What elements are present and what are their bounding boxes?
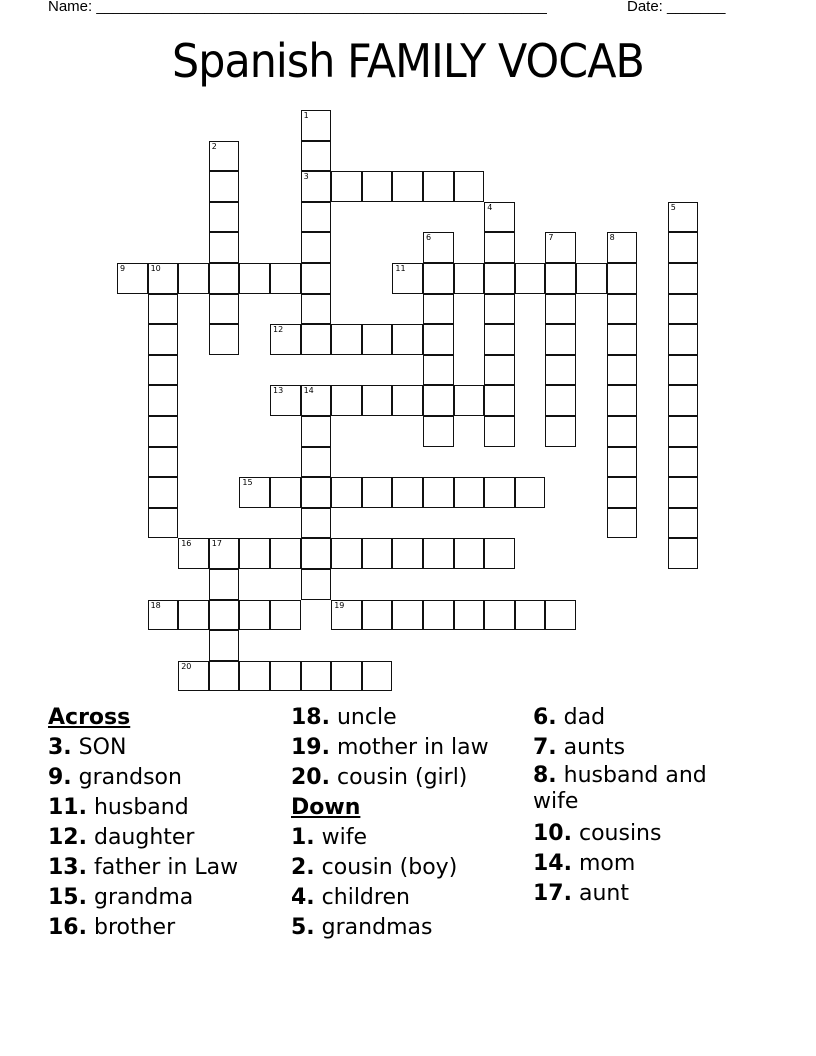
clue-text: mom [571, 851, 636, 876]
grid-cell[interactable] [392, 477, 423, 508]
grid-cell[interactable] [331, 477, 362, 508]
clue-down-2 [291, 853, 531, 883]
clue-text: SON [71, 735, 127, 760]
cell-number: 11 [395, 264, 406, 273]
grid-cell[interactable] [148, 508, 179, 539]
grid-cell[interactable] [484, 324, 515, 355]
grid-cell[interactable] [270, 538, 301, 569]
date-field-label[interactable]: Date: _______ [627, 0, 726, 15]
grid-cell[interactable] [148, 600, 179, 631]
grid-cell[interactable] [148, 385, 179, 416]
grid-cell[interactable] [607, 232, 638, 263]
grid-cell[interactable] [209, 202, 240, 233]
clue-across-11 [48, 793, 288, 823]
clue-down-4 [291, 883, 531, 913]
grid-cell[interactable] [392, 538, 423, 569]
clue-number: 9. [48, 765, 72, 790]
grid-cell[interactable] [301, 477, 332, 508]
clues-column-3 [533, 703, 743, 909]
grid-cell[interactable] [545, 385, 576, 416]
grid-cell[interactable] [117, 263, 148, 294]
grid-cell[interactable] [392, 171, 423, 202]
clue-number: 12. [48, 825, 87, 850]
grid-cell[interactable] [362, 324, 393, 355]
grid-cell[interactable] [392, 263, 423, 294]
clue-text: aunts [556, 735, 626, 760]
grid-cell[interactable] [545, 294, 576, 325]
clue-text: aunt [571, 881, 629, 906]
grid-cell[interactable] [331, 171, 362, 202]
cell-number: 13 [273, 386, 284, 396]
grid-cell[interactable] [484, 355, 515, 386]
clue-number: 10. [533, 821, 572, 846]
grid-cell[interactable] [301, 447, 332, 478]
grid-cell[interactable] [239, 538, 270, 569]
grid-cell[interactable] [362, 477, 393, 508]
grid-cell[interactable] [668, 294, 699, 325]
grid-cell[interactable] [331, 661, 362, 692]
grid-cell[interactable] [668, 232, 699, 263]
grid-cell[interactable] [484, 232, 515, 263]
cell-number: 6 [426, 233, 432, 243]
clue-number: 4. [291, 885, 315, 910]
clue-across-12 [48, 823, 288, 853]
grid-cell[interactable] [454, 477, 485, 508]
grid-cell[interactable] [607, 324, 638, 355]
grid-cell[interactable] [301, 202, 332, 233]
grid-cell[interactable] [423, 263, 454, 294]
cell-number: 10 [150, 264, 161, 273]
grid-cell[interactable] [209, 569, 240, 600]
grid-cell[interactable] [423, 324, 454, 355]
grid-cell[interactable] [607, 416, 638, 447]
grid-cell[interactable] [301, 661, 332, 692]
grid-cell[interactable] [148, 416, 179, 447]
grid-cell[interactable] [178, 661, 209, 692]
grid-cell[interactable] [301, 508, 332, 539]
grid-cell[interactable] [301, 232, 332, 263]
clue-text: father in Law [86, 855, 239, 880]
grid-cell[interactable] [484, 416, 515, 447]
grid-cell[interactable] [668, 447, 699, 478]
cell-number: 18 [150, 600, 161, 610]
grid-cell[interactable] [607, 263, 638, 294]
clue-text: dad [556, 705, 606, 730]
clue-number: 18. [291, 705, 330, 730]
grid-cell[interactable] [331, 324, 362, 355]
grid-cell[interactable] [545, 600, 576, 631]
grid-cell[interactable] [515, 263, 546, 294]
clue-number: 17. [533, 881, 572, 906]
grid-cell[interactable] [331, 538, 362, 569]
grid-cell[interactable] [668, 202, 699, 233]
grid-cell[interactable] [515, 477, 546, 508]
grid-cell[interactable] [607, 355, 638, 386]
cell-number: 3 [303, 172, 309, 182]
cell-number: 5 [670, 202, 676, 212]
grid-cell[interactable] [178, 263, 209, 294]
grid-cell[interactable] [423, 538, 454, 569]
grid-cell[interactable] [576, 263, 607, 294]
page-title: Spanish FAMILY VOCAB [172, 34, 644, 88]
clue-down-7 [533, 733, 743, 763]
grid-cell[interactable] [392, 324, 423, 355]
grid-cell[interactable] [454, 263, 485, 294]
grid-cell[interactable] [484, 294, 515, 325]
grid-cell[interactable] [668, 263, 699, 294]
grid-cell[interactable] [392, 600, 423, 631]
cell-number: 15 [242, 478, 253, 488]
cell-number: 17 [211, 539, 222, 549]
grid-cell[interactable] [301, 171, 332, 202]
clue-across-18 [291, 703, 531, 733]
clue-number: 14. [533, 851, 572, 876]
grid-cell[interactable] [607, 294, 638, 325]
grid-cell[interactable] [545, 416, 576, 447]
grid-cell[interactable] [178, 600, 209, 631]
grid-cell[interactable] [423, 294, 454, 325]
clue-text: wife [314, 825, 368, 850]
grid-cell[interactable] [454, 171, 485, 202]
grid-cell[interactable] [209, 600, 240, 631]
grid-cell[interactable] [545, 324, 576, 355]
grid-cell[interactable] [178, 538, 209, 569]
grid-cell[interactable] [239, 661, 270, 692]
grid-cell[interactable] [668, 416, 699, 447]
clue-number: 5. [291, 915, 315, 940]
grid-cell[interactable] [668, 538, 699, 569]
clues-column-2 [291, 703, 531, 943]
clue-number: 1. [291, 825, 315, 850]
grid-cell[interactable] [301, 324, 332, 355]
clue-number: 8. [533, 763, 557, 788]
grid-cell[interactable] [148, 294, 179, 325]
cell-number: 14 [303, 386, 314, 396]
clue-text: cousins [571, 821, 662, 846]
grid-cell[interactable] [331, 600, 362, 631]
grid-cell[interactable] [668, 477, 699, 508]
grid-cell[interactable] [423, 385, 454, 416]
grid-cell[interactable] [270, 385, 301, 416]
clue-text: uncle [329, 705, 397, 730]
grid-cell[interactable] [148, 263, 179, 294]
grid-cell[interactable] [607, 477, 638, 508]
clue-number: 16. [48, 915, 87, 940]
name-field-label[interactable]: Name: ______________________________________________________ [48, 0, 547, 15]
grid-cell[interactable] [668, 324, 699, 355]
grid-cell[interactable] [484, 263, 515, 294]
grid-cell[interactable] [209, 661, 240, 692]
grid-cell[interactable] [484, 538, 515, 569]
grid-cell[interactable] [148, 477, 179, 508]
clue-across-3 [48, 733, 288, 763]
grid-cell[interactable] [148, 324, 179, 355]
grid-cell[interactable] [484, 202, 515, 233]
clue-number: 13. [48, 855, 87, 880]
clue-across-20 [291, 763, 531, 793]
grid-cell[interactable] [423, 600, 454, 631]
grid-cell[interactable] [301, 263, 332, 294]
grid-cell[interactable] [301, 538, 332, 569]
grid-cell[interactable] [301, 141, 332, 172]
grid-cell[interactable] [209, 294, 240, 325]
clue-down-1 [291, 823, 531, 853]
grid-cell[interactable] [301, 294, 332, 325]
clue-number: 7. [533, 735, 557, 760]
clue-text: cousin (girl) [329, 765, 468, 790]
grid-cell[interactable] [209, 538, 240, 569]
grid-cell[interactable] [607, 508, 638, 539]
clue-text: grandma [86, 885, 194, 910]
grid-cell[interactable] [423, 232, 454, 263]
grid-cell[interactable] [668, 508, 699, 539]
grid-cell[interactable] [270, 661, 301, 692]
grid-cell[interactable] [515, 600, 546, 631]
grid-cell[interactable] [607, 447, 638, 478]
grid-cell[interactable] [209, 630, 240, 661]
grid-cell[interactable] [209, 141, 240, 172]
clue-text: husband [86, 795, 189, 820]
clue-down-14 [533, 849, 743, 879]
grid-cell[interactable] [362, 385, 393, 416]
cell-number: 7 [548, 233, 554, 243]
grid-cell[interactable] [239, 263, 270, 294]
grid-cell[interactable] [239, 600, 270, 631]
grid-cell[interactable] [392, 385, 423, 416]
clue-across-13 [48, 853, 288, 883]
grid-cell[interactable] [270, 477, 301, 508]
clue-number: 6. [533, 705, 557, 730]
grid-cell[interactable] [454, 385, 485, 416]
grid-cell[interactable] [270, 263, 301, 294]
grid-cell[interactable] [668, 355, 699, 386]
clues-column-1 [48, 703, 288, 943]
grid-cell[interactable] [484, 385, 515, 416]
grid-cell[interactable] [209, 232, 240, 263]
cell-number: 12 [273, 325, 284, 335]
grid-cell[interactable] [362, 171, 393, 202]
cell-number: 9 [120, 264, 126, 273]
grid-cell[interactable] [545, 355, 576, 386]
clue-text: children [314, 885, 410, 910]
clue-across-15 [48, 883, 288, 913]
clue-text: grandson [71, 765, 182, 790]
grid-cell[interactable] [668, 385, 699, 416]
grid-cell[interactable] [148, 447, 179, 478]
grid-cell[interactable] [362, 538, 393, 569]
clue-down-8 [533, 763, 743, 815]
grid-cell[interactable] [545, 232, 576, 263]
cell-number: 16 [181, 539, 192, 549]
clue-text: mother in law [329, 735, 489, 760]
clue-number: 2. [291, 855, 315, 880]
cell-number: 8 [609, 233, 615, 243]
clue-number: 3. [48, 735, 72, 760]
cell-number: 2 [211, 141, 217, 151]
grid-cell[interactable] [270, 600, 301, 631]
clue-down-17 [533, 879, 743, 909]
grid-cell[interactable] [270, 324, 301, 355]
cell-number: 1 [303, 111, 309, 120]
cell-number: 19 [334, 600, 345, 610]
clue-number: 15. [48, 885, 87, 910]
grid-cell[interactable] [607, 385, 638, 416]
clue-number: 20. [291, 765, 330, 790]
across-heading: Across [48, 705, 131, 730]
clue-number: 19. [291, 735, 330, 760]
grid-cell[interactable] [209, 263, 240, 294]
grid-cell[interactable] [423, 416, 454, 447]
grid-cell[interactable] [545, 263, 576, 294]
down-heading: Down [291, 795, 361, 820]
grid-cell[interactable] [423, 477, 454, 508]
clue-across-9 [48, 763, 288, 793]
clue-text: daughter [86, 825, 195, 850]
grid-cell[interactable] [301, 110, 332, 141]
cell-number: 20 [181, 661, 192, 671]
grid-cell[interactable] [209, 324, 240, 355]
grid-cell[interactable] [331, 385, 362, 416]
grid-cell[interactable] [362, 600, 393, 631]
clue-number: 11. [48, 795, 87, 820]
clue-down-6 [533, 703, 743, 733]
grid-cell[interactable] [454, 600, 485, 631]
grid-cell[interactable] [484, 600, 515, 631]
clue-text: grandmas [314, 915, 433, 940]
grid-cell[interactable] [239, 477, 270, 508]
cell-number: 4 [487, 202, 493, 212]
clue-down-10 [533, 819, 743, 849]
clue-across-16 [48, 913, 288, 943]
clue-across-19 [291, 733, 531, 763]
grid-cell[interactable] [484, 477, 515, 508]
grid-cell[interactable] [362, 661, 393, 692]
grid-cell[interactable] [423, 355, 454, 386]
grid-cell[interactable] [209, 171, 240, 202]
grid-cell[interactable] [301, 416, 332, 447]
clue-text: cousin (boy) [314, 855, 458, 880]
grid-cell[interactable] [423, 171, 454, 202]
clue-down-5 [291, 913, 531, 943]
clue-text: brother [86, 915, 176, 940]
grid-cell[interactable] [148, 355, 179, 386]
grid-cell[interactable] [301, 569, 332, 600]
grid-cell[interactable] [301, 385, 332, 416]
grid-cell[interactable] [454, 538, 485, 569]
clue-text: husband and wife [533, 763, 707, 814]
